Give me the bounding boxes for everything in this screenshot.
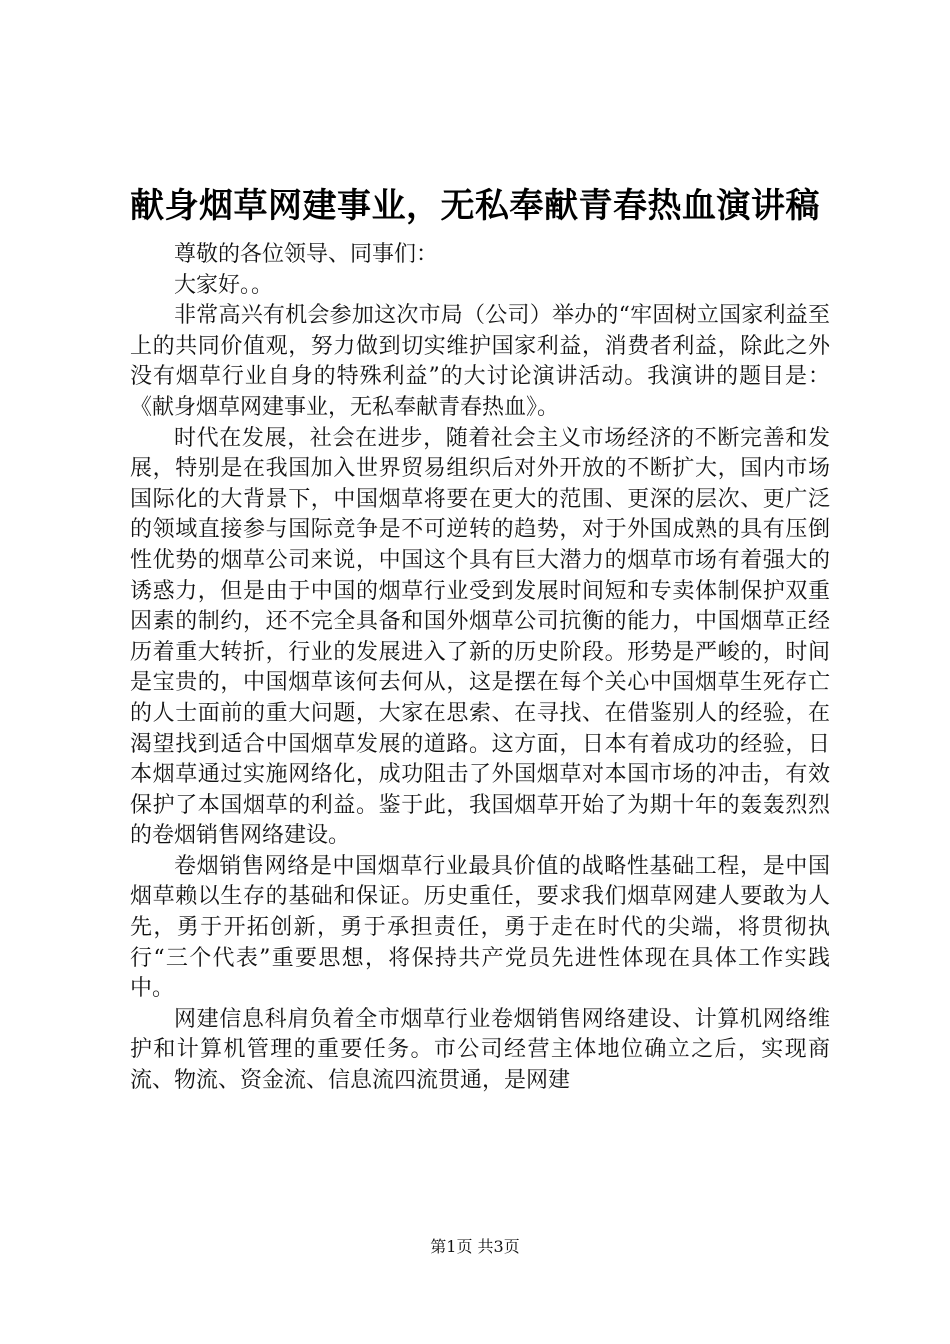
page-footer: 第1页 共3页 (430, 1237, 520, 1256)
body-paragraph: 网建信息科肩负着全市烟草行业卷烟销售网络建设、计算机网络维护和计算机管理的重要任务。市公司经营主体地位确立之后，实现商流、物流、资金流、信息流四流贯通，是网建 (130, 1006, 830, 1094)
body-paragraph: 时代在发展，社会在进步，随着社会主义市场经济的不断完善和发展，特别是在我国加入世界贸易组织后对外开放的不断扩大，国内市场国际化的大背景下，中国烟草将要在更大的范围、更深的层次、更广泛的领域直接参与国际竞争是不可逆转的趋势，对于外国成熟的具有压倒性优势的烟草公司来说，中国这个具有巨大潜力的烟草市场有着强大的诱惑力，但是由于中国的烟草行业受到发展时间短和专卖体制保护双重因素的制约，还不完全具备和国外烟草公司抗衡的能力，中国烟草正经历着重大转折，行业的发展进入了新的历史阶段。形势是严峻的，时间是宝贵的，中国烟草该何去何从，这是摆在每个关心中国烟草生死存亡的人士面前的重大问题，大家在思索、在寻找、在借鉴别人的经验，在渴望找到适合中国烟草发展的道路。这方面，日本有着成功的经验，日本烟草通过实施网络化，成功阻击了外国烟草对本国市场的冲击，有效保护了本国烟草的利益。鉴于此，我国烟草开始了为期十年的轰轰烈烈的卷烟销售网络建设。 (130, 425, 830, 849)
greeting-paragraph: 大家好。。 (174, 272, 274, 298)
document-body (130, 240, 830, 1097)
salutation-paragraph: 尊敬的各位领导、同事们： (174, 242, 439, 267)
body-paragraph: 非常高兴有机会参加这次市局（公司）举办的“牢固树立国家利益至上的共同价值观，努力做到切实维护国家利益，消费者利益，除此之外没有烟草行业自身的特殊利益”的大讨论演讲活动。我演讲的题目是：《献身烟草网建事业，无私奉献青春热血》。 (130, 303, 830, 420)
document-title: 献身烟草网建事业，无私奉献青春热血演讲稿 (130, 186, 820, 226)
body-paragraph: 卷烟销售网络是中国烟草行业最具价值的战略性基础工程，是中国烟草赖以生存的基础和保证。历史重任，要求我们烟草网建人要敢为人先，勇于开拓创新，勇于承担责任，勇于走在时代的尖端，将贯彻执行“三个代表”重要思想，将保持共产党员先进性体现在具体工作实践中。 (130, 853, 830, 1002)
